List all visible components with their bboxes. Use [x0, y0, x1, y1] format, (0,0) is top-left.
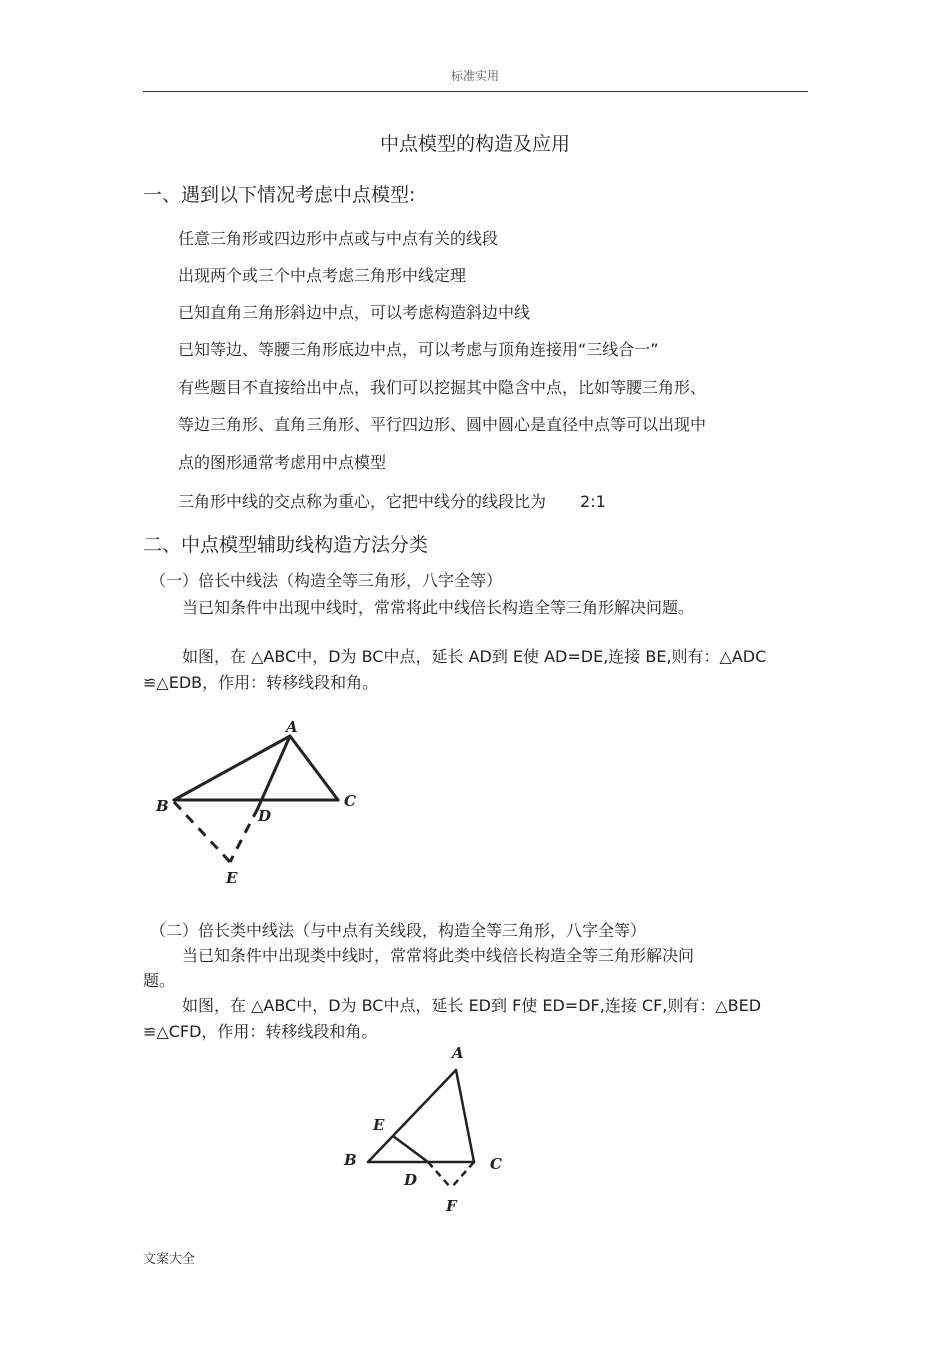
figure-1-diagram — [150, 712, 380, 892]
figure-1-label-c: C — [344, 792, 356, 810]
figure-2-label-a: A — [452, 1044, 464, 1062]
list-item — [178, 489, 606, 512]
header-rule — [143, 91, 808, 92]
page-title: 中点模型的构造及应用 — [379, 133, 570, 155]
method-1-description: 当已知条件中出现中线时，常常将此中线倍长构造全等三角形解决问题。 — [182, 598, 695, 617]
figure-1-label-b: B — [156, 797, 169, 815]
figure-1-label-e: E — [226, 869, 238, 887]
list-item: 出现两个或三个中点考虑三角形中线定理 — [178, 266, 467, 285]
list-item: 等边三角形、直角三角形、平行四边形、圆中圆心是直径中点等可以出现中 — [178, 415, 707, 434]
figure-2-label-c: C — [490, 1155, 502, 1173]
figure-2-label-d: D — [404, 1171, 418, 1189]
section-1-heading: 一、遇到以下情况考虑中点模型: — [143, 184, 416, 206]
list-item: 有些题目不直接给出中点，我们可以挖掘其中隐含中点，比如等腰三角形、 — [178, 378, 707, 397]
method-2-description-line-2: 题。 — [143, 971, 176, 990]
figure-2-label-f: F — [446, 1197, 457, 1215]
page-footer: 文案大全 — [143, 1252, 196, 1267]
method-2-title: （二）倍长类中线法（与中点有关线段，构造全等三角形，八字全等） — [150, 921, 647, 940]
method-2-description-line-1: 当已知条件中出现类中线时，常常将此类中线倍长构造全等三角形解决问 — [182, 946, 695, 965]
figure-2-diagram — [340, 1040, 520, 1220]
section-2-heading: 二、中点模型辅助线构造方法分类 — [143, 534, 429, 556]
method-1-title: （一）倍长中线法（构造全等三角形，八字全等） — [150, 571, 503, 590]
list-item: 点的图形通常考虑用中点模型 — [178, 453, 387, 472]
method-1-example-line-2: ≌△EDB，作用：转移线段和角。 — [143, 673, 379, 692]
method-1-example-line-1: 如图，在 △ABC中，D为 BC中点，延长 AD到 E使 AD=DE,连接 BE,则有：△ADC — [182, 647, 767, 666]
method-2-example-line-1: 如图，在 △ABC中，D为 BC中点，延长 ED到 F使 ED=DF,连接 CF,则有：△BED — [182, 996, 762, 1015]
list-item: 已知等边、等腰三角形底边中点，可以考虑与顶角连接用“三线合一” — [178, 340, 659, 359]
page-header: 标准实用 — [450, 69, 499, 83]
figure-2-label-b: B — [344, 1151, 357, 1169]
method-2-example-line-2: ≌△CFD，作用：转移线段和角。 — [143, 1022, 378, 1041]
figure-1-label-d: D — [258, 807, 272, 825]
list-item: 任意三角形或四边形中点或与中点有关的线段 — [178, 229, 499, 248]
figure-2-label-e: E — [373, 1116, 385, 1134]
list-item: 已知直角三角形斜边中点，可以考虑构造斜边中线 — [178, 303, 531, 322]
centroid-text: 三角形中线的交点称为重心，它把中线分的线段比为 — [178, 492, 547, 511]
centroid-ratio: 2:1 — [580, 492, 606, 511]
figure-1-label-a: A — [286, 718, 298, 736]
